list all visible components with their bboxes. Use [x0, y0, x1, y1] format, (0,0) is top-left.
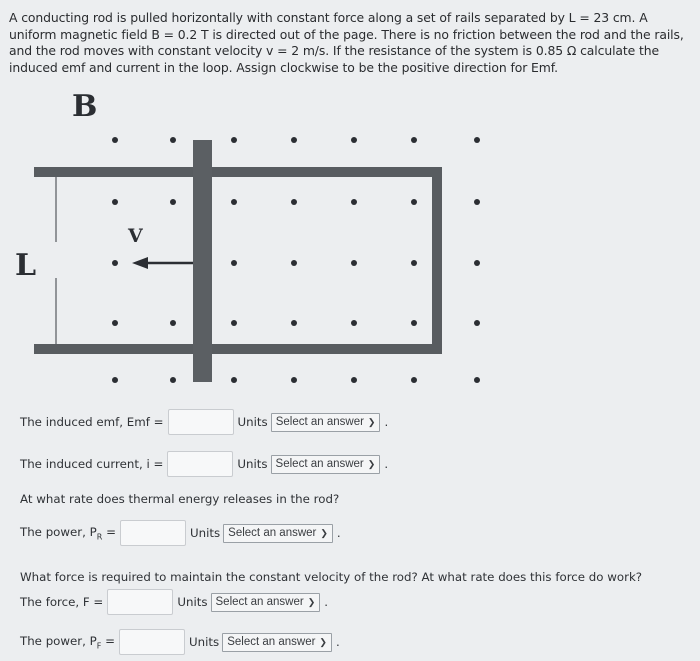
current-units-select-text: Select an answer [275, 458, 364, 470]
power-f-label [20, 634, 115, 650]
power-r-label [20, 525, 116, 541]
power-r-label-prefix: The power, P [20, 524, 97, 539]
power-f-answer-input[interactable] [119, 629, 185, 655]
current-units-label: Units [237, 457, 268, 471]
top-rail [34, 167, 442, 177]
force-units-select-text: Select an answer [215, 596, 304, 608]
emf-units-select-text: Select an answer [275, 416, 364, 428]
force-prompt: What force is required to maintain the constant velocity of the rod? At what rate does this force do work? [20, 570, 643, 584]
end-rail [432, 167, 442, 354]
bottom-rail [34, 344, 442, 354]
emf-label: The induced emf, Emf = [20, 415, 164, 429]
emf-row [20, 409, 388, 435]
conducting-rod [193, 140, 212, 382]
force-units-label: Units [177, 595, 208, 609]
power-r-period: . [336, 526, 341, 540]
power-r-units-select[interactable] [223, 524, 333, 543]
power-r-row [20, 520, 341, 546]
chevron-down-icon: ❯ [367, 458, 376, 469]
power-f-period: . [335, 635, 340, 649]
power-f-label-sub: F [96, 641, 102, 651]
emf-answer-input[interactable] [168, 409, 234, 435]
problem-statement: A conducting rod is pulled horizontally with constant force along a set of rails separated by L = 23 cm. A uniform magnetic field B = 0.2 T is directed out of the page. There is no friction between the rod and the rails, and the rod moves with constant velocity v = 2 m/s. If the resistance of the system is 0.85 Ω calculate the induced emf and current in the loop. Assign clockwise to be the positive direction for Emf. [9, 10, 684, 75]
power-r-units-label: Units [189, 526, 221, 540]
velocity-arrowhead [132, 257, 148, 269]
field-label: B [72, 89, 98, 124]
force-row [20, 589, 328, 615]
current-answer-input[interactable] [167, 451, 233, 477]
power-f-units-select-text: Select an answer [227, 636, 316, 648]
rod-rails-figure [0, 82, 700, 402]
chevron-down-icon: ❯ [320, 527, 328, 538]
emf-units-label: Units [237, 415, 268, 429]
velocity-label: V [128, 225, 143, 247]
emf-period: . [384, 415, 389, 429]
current-period: . [384, 457, 389, 471]
current-units-select[interactable] [271, 455, 381, 474]
power-r-label-suffix: = [102, 524, 116, 539]
force-answer-input[interactable] [107, 589, 173, 615]
power-r-answer-input[interactable] [120, 520, 186, 546]
thermal-prompt: At what rate does thermal energy releases in the rod? [20, 492, 340, 506]
force-label: The force, F = [20, 595, 104, 609]
power-r-units-select-text: Select an answer [228, 527, 317, 539]
length-label: L [15, 248, 37, 283]
power-r-label-sub: R [96, 532, 103, 542]
chevron-down-icon: ❯ [367, 416, 376, 427]
current-row [20, 451, 388, 477]
current-label: The induced current, i = [20, 457, 164, 471]
force-period: . [324, 595, 329, 609]
power-f-label-prefix: The power, P [20, 633, 97, 648]
power-f-label-suffix: = [101, 633, 116, 648]
force-units-select[interactable] [211, 593, 321, 612]
power-f-row [20, 629, 340, 655]
power-f-units-label: Units [189, 635, 220, 649]
chevron-down-icon: ❯ [319, 636, 327, 647]
chevron-down-icon: ❯ [307, 596, 316, 607]
power-f-units-select[interactable] [222, 633, 332, 652]
emf-units-select[interactable] [271, 413, 381, 432]
